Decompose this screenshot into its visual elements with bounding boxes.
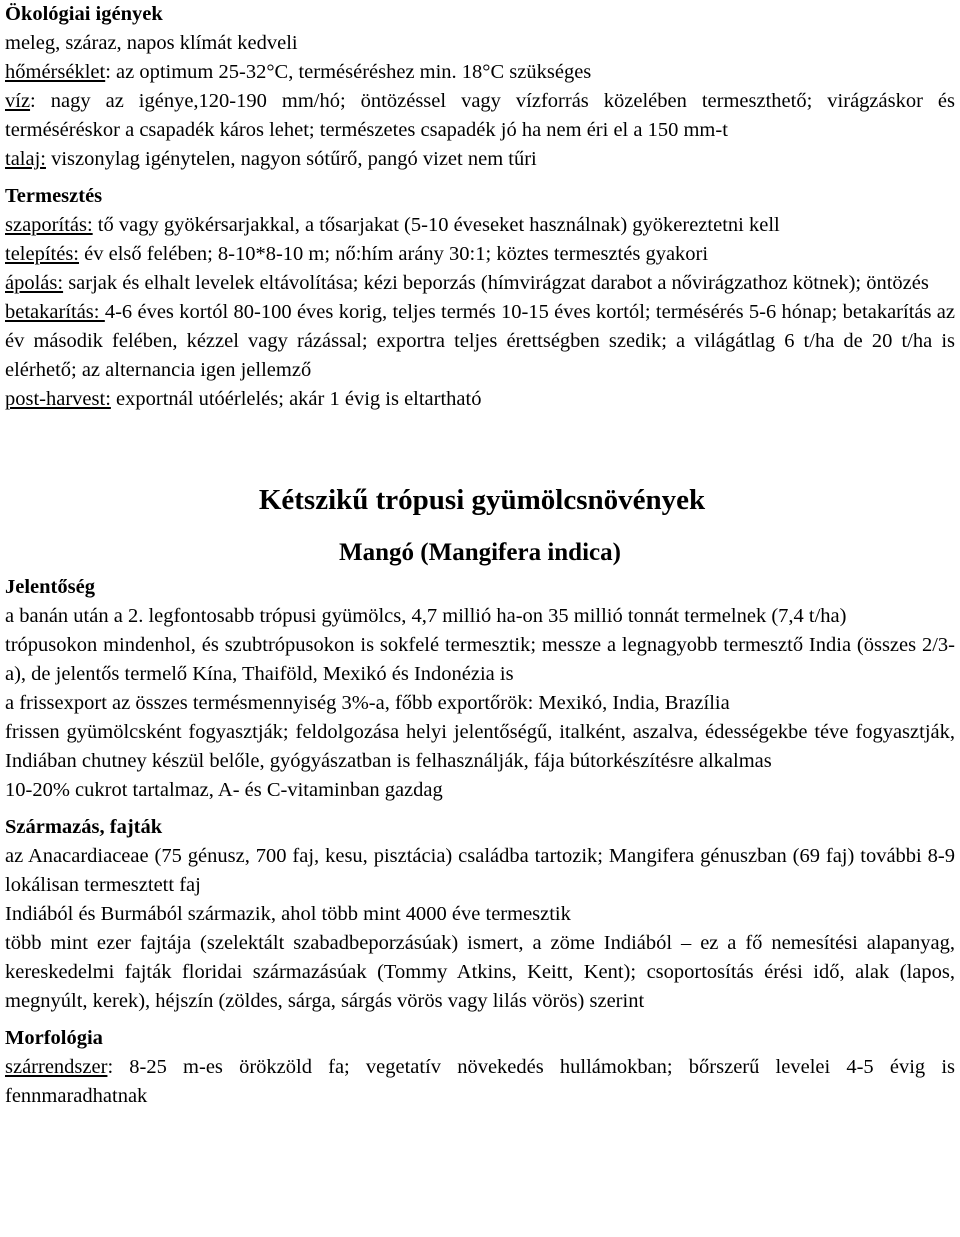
importance-line: a frissexport az összes termésmennyiség 3%-a, főbb exportőrök: Mexikó, India, Brazília [5,692,730,714]
ecology-line-temperature: hőmérséklet: az optimum 25-32°C, terméséréshez min. 18°C szükséges [5,61,592,83]
section-heading-importance: Jelentőség [5,576,95,598]
ecology-line-soil: talaj: viszonylag igénytelen, nagyon sótűrő, pangó vizet nem tűri [5,148,537,170]
origin-line: több mint ezer fajtája (szelektált szabadbeporzásúak) ismert, a zöme Indiából – ez a fő nemesítési alapanyag, kereskedelmi fajták floridai származásúak (Tommy Atkins, Keitt, Kent); csoportosítás érési idő, alak (lapos, megnyúlt, kerek), héjszín (zöldes, sárga, sárgás vörös vagy lilás vörös) szerint [5,932,955,1012]
importance-line: 10-20% cukrot tartalmaz, A- és C-vitaminban gazdag [5,779,443,801]
label-soil: talaj: [5,148,46,170]
cultivation-line-care: ápolás: sarjak és elhalt levelek eltávolítása; kézi beporzás (hímvirágzat darabot a nővirágzathoz kötnek); öntözés [5,272,929,294]
cultivation-line-propagation: szaporítás: tő vagy gyökérsarjakkal, a tősarjakat (5-10 éveseket használnak) gyökereztetni kell [5,214,780,236]
ecology-line-climate: meleg, száraz, napos klímát kedveli [5,32,298,54]
section-heading-cultivation: Termesztés [5,185,103,207]
chapter-subtitle: Mangó (Mangifera indica) [339,539,621,566]
section-heading-morphology: Morfológia [5,1027,103,1049]
importance-line: trópusokon mindenhol, és szubtrópusokon is sokfelé termesztik; messze a legnagyobb termesztő India (összes 2/3-a), de jelentős termelő Kína, Thaiföld, Mexikó és Indonézia is [5,634,955,685]
cultivation-line-planting: telepítés: év első felében; 8-10*8-10 m; nő:hím arány 30:1; köztes termesztés gyakori [5,243,709,265]
label-planting: telepítés: [5,243,80,265]
section-heading-ecology: Ökológiai igények [5,3,163,25]
morphology-line-stem: szárrendszer: 8-25 m-es örökzöld fa; vegetatív növekedés hullámokban; bőrszerű levelei 4-5 évig is fennmaradhatnak [5,1056,955,1107]
cultivation-line-harvest: betakarítás: 4-6 éves kortól 80-100 éves korig, teljes termés 10-15 éves kortól; termésérés 5-6 hónap; betakarítás az év második felében, kézzel vagy rázással; exportra teljes érettségben szedik; a világátlag 6 t/ha de 20 t/ha is elérhető; az alternancia igen jellemző [5,301,955,381]
section-heading-origin: Származás, fajták [5,816,163,838]
label-care: ápolás: [5,272,64,294]
origin-line: Indiából és Burmából származik, ahol több mint 4000 éve termesztik [5,903,571,925]
label-postharvest: post-harvest: [5,388,111,410]
label-water: víz [5,90,31,112]
importance-line: a banán után a 2. legfontosabb trópusi gyümölcs, 4,7 millió ha-on 35 millió tonnát termelnek (7,4 t/ha) [5,605,847,627]
ecology-line-water: víz: nagy az igénye,120-190 mm/hó; öntözéssel vagy vízforrás közelében termeszthető; virágzáskor és terméséréskor a csapadék káros lehet; természetes csapadék jó ha nem éri el a 150 mm-t [5,90,955,141]
chapter-title: Kétszikű trópusi gyümölcsnövények [258,484,706,516]
label-propagation: szaporítás: [5,214,93,236]
label-harvest: betakarítás: [5,301,105,323]
origin-line: az Anacardiaceae (75 génusz, 700 faj, kesu, pisztácia) családba tartozik; Mangifera génuszban (69 faj) további 8-9 lokálisan termesztett faj [5,845,955,896]
cultivation-line-postharvest: post-harvest: exportnál utóérlelés; akár 1 évig is eltartható [5,388,482,410]
importance-line: frissen gyümölcsként fogyasztják; feldolgozása helyi jelentőségű, italként, aszalva, édességekbe téve fogyasztják, Indiában chutney készül belőle, gyógyászatban is felhasználják, fája bútorkészítésre alkalmas [5,721,955,772]
label-stem-system: szárrendszer [5,1056,108,1078]
label-temperature: hőmérséklet [5,61,106,83]
